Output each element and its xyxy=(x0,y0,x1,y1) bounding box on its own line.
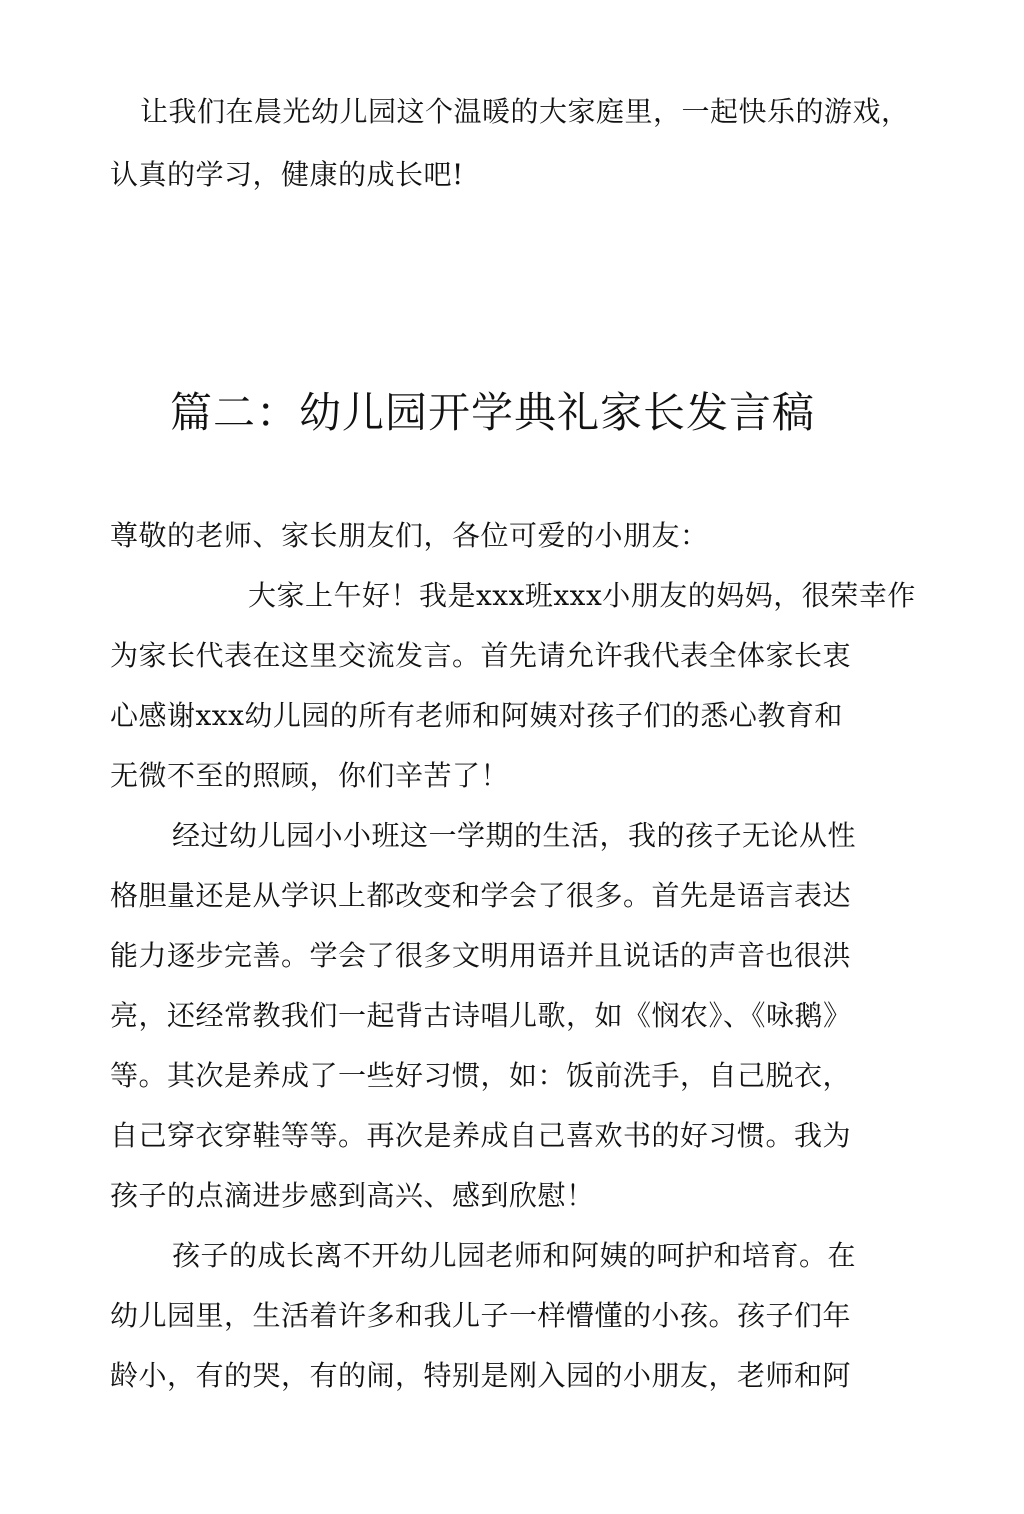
salutation: 尊敬的老师、家长朋友们，各位可爱的小朋友： xyxy=(110,519,709,552)
p1-line-3: 心感谢xxx幼儿园的所有老师和阿姨对孩子们的悉心教育和 xyxy=(110,699,843,732)
p2-line-6: 自己穿衣穿鞋等等。再次是养成自己喜欢书的好习惯。我为 xyxy=(110,1119,852,1152)
p2-line-7: 孩子的点滴进步感到高兴、感到欣慰！ xyxy=(110,1179,595,1212)
p1-line-4: 无微不至的照顾，你们辛苦了！ xyxy=(110,759,510,792)
p1-line-2: 为家长代表在这里交流发言。首先请允许我代表全体家长衷 xyxy=(110,639,852,672)
p3-line-1: 孩子的成长离不开幼儿园老师和阿姨的呵护和培育。在 xyxy=(172,1239,857,1272)
section-title: 篇二：幼儿园开学典礼家长发言稿 xyxy=(170,388,816,437)
intro-line-2: 认真的学习，健康的成长吧! xyxy=(110,158,464,191)
p3-line-3: 龄小，有的哭，有的闹，特别是刚入园的小朋友，老师和阿 xyxy=(110,1359,852,1392)
p2-line-3: 能力逐步完善。学会了很多文明用语并且说话的声音也很洪 xyxy=(110,939,852,972)
p1-line-1: 大家上午好！我是xxx班xxx小朋友的妈妈，很荣幸作 xyxy=(248,579,916,612)
p2-line-1: 经过幼儿园小小班这一学期的生活，我的孩子无论从性 xyxy=(172,819,857,852)
p2-line-4: 亮，还经常教我们一起背古诗唱儿歌，如《悯农》、《咏鹅》 xyxy=(110,999,852,1032)
p2-line-2: 格胆量还是从学识上都改变和学会了很多。首先是语言表达 xyxy=(110,879,852,912)
intro-line-1: 让我们在晨光幼儿园这个温暖的大家庭里，一起快乐的游戏， xyxy=(140,95,910,128)
p3-line-2: 幼儿园里，生活着许多和我儿子一样懵懂的小孩。孩子们年 xyxy=(110,1299,852,1332)
p2-line-5: 等。其次是养成了一些好习惯，如：饭前洗手，自己脱衣， xyxy=(110,1059,852,1092)
